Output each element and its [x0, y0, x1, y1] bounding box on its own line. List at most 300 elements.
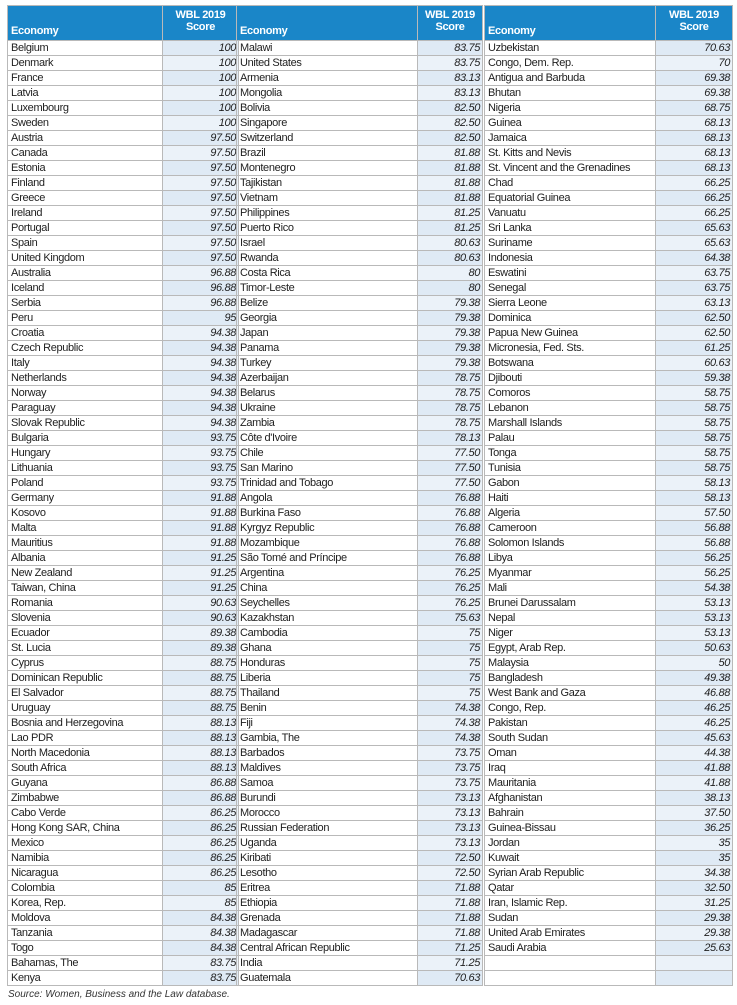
economy-cell: India [237, 956, 418, 971]
table-row [485, 701, 733, 716]
score-cell: 58.75 [656, 461, 733, 476]
score-cell: 91.25 [163, 566, 239, 581]
score-cell: 79.38 [418, 296, 483, 311]
table-row [485, 746, 733, 761]
table-row [485, 761, 733, 776]
table-row [237, 251, 483, 266]
economy-cell: United Kingdom [8, 251, 163, 266]
table-row [485, 386, 733, 401]
score-cell: 96.88 [163, 266, 239, 281]
score-cell: 71.88 [418, 896, 483, 911]
table-row [485, 821, 733, 836]
economy-cell: Togo [8, 941, 163, 956]
economy-cell: Grenada [237, 911, 418, 926]
score-cell: 82.50 [418, 116, 483, 131]
table-row [8, 101, 239, 116]
score-cell: 86.25 [163, 851, 239, 866]
table-row [8, 296, 239, 311]
score-cell: 81.88 [418, 191, 483, 206]
score-cell: 58.13 [656, 491, 733, 506]
economy-cell: Kuwait [485, 851, 656, 866]
score-cell: 83.13 [418, 71, 483, 86]
score-cell: 62.50 [656, 326, 733, 341]
score-cell: 76.25 [418, 596, 483, 611]
score-cell: 97.50 [163, 251, 239, 266]
economy-cell: Marshall Islands [485, 416, 656, 431]
table-row [485, 356, 733, 371]
table-row [8, 221, 239, 236]
economy-cell: Benin [237, 701, 418, 716]
economy-cell: Azerbaijan [237, 371, 418, 386]
economy-cell: Morocco [237, 806, 418, 821]
table-row [485, 116, 733, 131]
economy-cell: Ecuador [8, 626, 163, 641]
economy-cell: Eswatini [485, 266, 656, 281]
economy-cell: St. Lucia [8, 641, 163, 656]
economy-cell: Brunei Darussalam [485, 596, 656, 611]
economy-cell: Tajikistan [237, 176, 418, 191]
score-cell: 70 [656, 56, 733, 71]
economy-cell: North Macedonia [8, 746, 163, 761]
table-row [8, 341, 239, 356]
score-cell: 85 [163, 896, 239, 911]
economy-cell: Chad [485, 176, 656, 191]
table-row [237, 551, 483, 566]
economy-cell: Rwanda [237, 251, 418, 266]
score-header-line1: WBL 2019 [669, 9, 719, 21]
score-cell: 71.88 [418, 926, 483, 941]
economy-cell: Guinea-Bissau [485, 821, 656, 836]
table-row [237, 836, 483, 851]
score-cell: 75 [418, 671, 483, 686]
table-row [8, 956, 239, 971]
table-row-empty [485, 956, 733, 971]
table-row [8, 551, 239, 566]
score-cell: 74.38 [418, 716, 483, 731]
table-row [8, 566, 239, 581]
score-cell: 100 [163, 116, 239, 131]
table-row [237, 461, 483, 476]
economy-cell: Uzbekistan [485, 41, 656, 56]
score-cell: 46.88 [656, 686, 733, 701]
score-cell: 89.38 [163, 626, 239, 641]
score-cell: 89.38 [163, 641, 239, 656]
score-cell: 62.50 [656, 311, 733, 326]
score-cell: 61.25 [656, 341, 733, 356]
economy-cell: Norway [8, 386, 163, 401]
economy-cell: Afghanistan [485, 791, 656, 806]
score-cell: 66.25 [656, 206, 733, 221]
economy-column-header: Economy [485, 6, 656, 41]
score-cell: 78.75 [418, 401, 483, 416]
table-row [8, 266, 239, 281]
table-row [485, 671, 733, 686]
table-row [485, 566, 733, 581]
score-cell: 63.75 [656, 266, 733, 281]
score-cell: 58.75 [656, 431, 733, 446]
economy-cell: Namibia [8, 851, 163, 866]
economy-cell: France [8, 71, 163, 86]
economy-cell: Poland [8, 476, 163, 491]
economy-cell: Tanzania [8, 926, 163, 941]
economy-cell: Congo, Rep. [485, 701, 656, 716]
score-cell: 90.63 [163, 596, 239, 611]
economy-cell: Bangladesh [485, 671, 656, 686]
economy-cell: Bosnia and Herzegovina [8, 716, 163, 731]
score-cell: 84.38 [163, 911, 239, 926]
table-row [485, 581, 733, 596]
score-cell: 31.25 [656, 896, 733, 911]
economy-cell: Belarus [237, 386, 418, 401]
score-cell: 83.75 [418, 56, 483, 71]
table-row [485, 491, 733, 506]
score-cell: 76.88 [418, 506, 483, 521]
economy-cell: Armenia [237, 71, 418, 86]
economy-cell: Myanmar [485, 566, 656, 581]
score-cell: 70.63 [656, 41, 733, 56]
table-row [237, 296, 483, 311]
table-row [237, 311, 483, 326]
score-column-header [656, 6, 733, 41]
score-column-header [418, 6, 483, 41]
score-cell: 32.50 [656, 881, 733, 896]
score-cell: 83.75 [163, 971, 239, 986]
score-cell: 82.50 [418, 101, 483, 116]
score-cell: 88.13 [163, 746, 239, 761]
table-row [237, 341, 483, 356]
score-table-column-2 [236, 5, 483, 986]
economy-cell: Romania [8, 596, 163, 611]
economy-cell: Liberia [237, 671, 418, 686]
economy-cell: Cabo Verde [8, 806, 163, 821]
table-row [8, 911, 239, 926]
score-cell: 94.38 [163, 326, 239, 341]
table-row [8, 461, 239, 476]
table-row [237, 596, 483, 611]
score-header-line2: Score [679, 21, 709, 33]
table-row [485, 71, 733, 86]
economy-cell: Peru [8, 311, 163, 326]
score-cell: 73.13 [418, 791, 483, 806]
score-cell: 77.50 [418, 461, 483, 476]
table-row [8, 56, 239, 71]
economy-cell: Burundi [237, 791, 418, 806]
table-row [485, 521, 733, 536]
score-cell: 95 [163, 311, 239, 326]
score-cell: 69.38 [656, 71, 733, 86]
table-row [485, 446, 733, 461]
table-row [8, 791, 239, 806]
score-cell: 68.75 [656, 101, 733, 116]
score-cell: 77.50 [418, 476, 483, 491]
economy-cell: St. Vincent and the Grenadines [485, 161, 656, 176]
economy-cell: Niger [485, 626, 656, 641]
table-row [237, 386, 483, 401]
table-row [485, 296, 733, 311]
economy-cell: Trinidad and Tobago [237, 476, 418, 491]
table-row [237, 431, 483, 446]
economy-cell: Malaysia [485, 656, 656, 671]
score-cell: 71.25 [418, 956, 483, 971]
economy-cell: Netherlands [8, 371, 163, 386]
score-header-line2: Score [435, 21, 465, 33]
score-cell: 71.88 [418, 911, 483, 926]
economy-cell: Bolivia [237, 101, 418, 116]
economy-cell: Nepal [485, 611, 656, 626]
economy-cell: Georgia [237, 311, 418, 326]
score-cell: 34.38 [656, 866, 733, 881]
score-cell: 94.38 [163, 416, 239, 431]
table-row [485, 791, 733, 806]
table-row [237, 116, 483, 131]
table-row [485, 341, 733, 356]
economy-cell: Sri Lanka [485, 221, 656, 236]
score-cell: 81.25 [418, 221, 483, 236]
score-cell: 56.88 [656, 536, 733, 551]
score-cell: 91.25 [163, 581, 239, 596]
score-cell: 76.88 [418, 536, 483, 551]
economy-cell: Cameroon [485, 521, 656, 536]
score-cell: 97.50 [163, 131, 239, 146]
economy-cell: Côte d'Ivoire [237, 431, 418, 446]
table-row [485, 191, 733, 206]
table-row [485, 686, 733, 701]
table-row [8, 896, 239, 911]
table-row [8, 146, 239, 161]
economy-cell: Papua New Guinea [485, 326, 656, 341]
table-row [237, 176, 483, 191]
table-row [237, 506, 483, 521]
score-cell: 29.38 [656, 911, 733, 926]
score-cell: 80 [418, 266, 483, 281]
economy-cell: Egypt, Arab Rep. [485, 641, 656, 656]
table-row [8, 416, 239, 431]
score-cell: 63.13 [656, 296, 733, 311]
score-cell: 83.13 [418, 86, 483, 101]
table-row [485, 551, 733, 566]
score-cell: 63.75 [656, 281, 733, 296]
table-header-row [237, 6, 483, 41]
economy-cell: Oman [485, 746, 656, 761]
table-row [8, 281, 239, 296]
economy-cell: Serbia [8, 296, 163, 311]
table-row [237, 671, 483, 686]
table-row [237, 851, 483, 866]
table-row [237, 866, 483, 881]
table-row [8, 971, 239, 986]
economy-cell: Kenya [8, 971, 163, 986]
score-cell: 73.75 [418, 761, 483, 776]
table-row [237, 806, 483, 821]
economy-cell: Belize [237, 296, 418, 311]
economy-cell: Lithuania [8, 461, 163, 476]
economy-cell: Honduras [237, 656, 418, 671]
score-cell: 81.88 [418, 146, 483, 161]
economy-cell: Angola [237, 491, 418, 506]
table-row [237, 611, 483, 626]
table-row [485, 371, 733, 386]
economy-cell: Uganda [237, 836, 418, 851]
economy-cell: Bahamas, The [8, 956, 163, 971]
table-row [8, 626, 239, 641]
table-row [485, 536, 733, 551]
table-row [485, 866, 733, 881]
table-row [485, 311, 733, 326]
table-row [485, 281, 733, 296]
table-row [8, 131, 239, 146]
score-cell: 58.75 [656, 446, 733, 461]
table-row [237, 776, 483, 791]
score-cell: 70.63 [418, 971, 483, 986]
table-row [485, 131, 733, 146]
score-cell: 68.13 [656, 116, 733, 131]
economy-cell: Ireland [8, 206, 163, 221]
score-cell: 85 [163, 881, 239, 896]
table-row [237, 926, 483, 941]
table-body [8, 41, 239, 986]
score-cell: 25.63 [656, 941, 733, 956]
table-row [237, 56, 483, 71]
table-row [237, 86, 483, 101]
economy-cell: El Salvador [8, 686, 163, 701]
economy-cell: Paraguay [8, 401, 163, 416]
table-row [485, 461, 733, 476]
score-cell: 49.38 [656, 671, 733, 686]
score-cell: 36.25 [656, 821, 733, 836]
table-row [237, 446, 483, 461]
score-cell: 69.38 [656, 86, 733, 101]
economy-cell: Jamaica [485, 131, 656, 146]
score-cell: 88.75 [163, 656, 239, 671]
economy-cell: South Africa [8, 761, 163, 776]
score-cell: 54.38 [656, 581, 733, 596]
table-row [485, 776, 733, 791]
score-cell: 97.50 [163, 236, 239, 251]
table-row [485, 56, 733, 71]
score-cell: 29.38 [656, 926, 733, 941]
table-row [8, 161, 239, 176]
table-row [8, 866, 239, 881]
economy-cell: Sudan [485, 911, 656, 926]
economy-cell: Guyana [8, 776, 163, 791]
table-row [8, 86, 239, 101]
economy-cell: China [237, 581, 418, 596]
table-row [8, 476, 239, 491]
economy-cell: Zambia [237, 416, 418, 431]
table-row [8, 641, 239, 656]
economy-cell: Bhutan [485, 86, 656, 101]
economy-cell: Hong Kong SAR, China [8, 821, 163, 836]
score-cell: 58.75 [656, 386, 733, 401]
table-row [8, 356, 239, 371]
economy-cell: Israel [237, 236, 418, 251]
score-cell: 77.50 [418, 446, 483, 461]
economy-cell: Nicaragua [8, 866, 163, 881]
economy-cell: Kiribati [237, 851, 418, 866]
economy-cell: Taiwan, China [8, 581, 163, 596]
score-cell: 72.50 [418, 866, 483, 881]
score-cell: 91.88 [163, 521, 239, 536]
score-cell: 93.75 [163, 431, 239, 446]
table-row-empty [485, 971, 733, 986]
economy-cell: Singapore [237, 116, 418, 131]
score-cell: 83.75 [163, 956, 239, 971]
table-row [8, 236, 239, 251]
table-row [237, 41, 483, 56]
score-cell: 94.38 [163, 386, 239, 401]
table-row [237, 416, 483, 431]
score-table-column-3 [484, 5, 733, 986]
table-row [237, 941, 483, 956]
score-cell: 91.88 [163, 491, 239, 506]
economy-cell: Antigua and Barbuda [485, 71, 656, 86]
table-row [237, 101, 483, 116]
score-cell: 38.13 [656, 791, 733, 806]
economy-cell: Malawi [237, 41, 418, 56]
score-cell: 88.75 [163, 701, 239, 716]
score-cell: 79.38 [418, 311, 483, 326]
table-row [485, 41, 733, 56]
economy-cell: Sweden [8, 116, 163, 131]
score-cell: 94.38 [163, 356, 239, 371]
economy-cell [485, 971, 656, 986]
score-cell: 78.75 [418, 416, 483, 431]
score-cell: 100 [163, 86, 239, 101]
table-row [237, 521, 483, 536]
economy-cell [485, 956, 656, 971]
economy-cell: Estonia [8, 161, 163, 176]
table-row [485, 101, 733, 116]
economy-cell: Gambia, The [237, 731, 418, 746]
economy-cell: Jordan [485, 836, 656, 851]
table-row [237, 911, 483, 926]
score-cell: 75 [418, 641, 483, 656]
economy-cell: Burkina Faso [237, 506, 418, 521]
economy-cell: United Arab Emirates [485, 926, 656, 941]
table-row [8, 821, 239, 836]
score-cell: 37.50 [656, 806, 733, 821]
economy-cell: São Tomé and Príncipe [237, 551, 418, 566]
economy-cell: Dominican Republic [8, 671, 163, 686]
score-cell: 93.75 [163, 446, 239, 461]
score-cell: 76.88 [418, 521, 483, 536]
table-row [8, 611, 239, 626]
table-row [8, 836, 239, 851]
economy-cell: Kyrgyz Republic [237, 521, 418, 536]
table-row [237, 956, 483, 971]
score-cell: 75 [418, 686, 483, 701]
score-cell: 78.13 [418, 431, 483, 446]
economy-cell: Vanuatu [485, 206, 656, 221]
table-row [8, 71, 239, 86]
economy-cell: Iran, Islamic Rep. [485, 896, 656, 911]
table-row [8, 506, 239, 521]
table-row [485, 401, 733, 416]
economy-cell: Djibouti [485, 371, 656, 386]
table-row [237, 821, 483, 836]
score-cell: 73.13 [418, 806, 483, 821]
table-row [237, 371, 483, 386]
table-row [237, 581, 483, 596]
table-row [8, 581, 239, 596]
score-cell: 88.75 [163, 686, 239, 701]
table-row [8, 926, 239, 941]
table-row [237, 356, 483, 371]
score-cell: 73.75 [418, 776, 483, 791]
score-cell: 64.38 [656, 251, 733, 266]
economy-cell: Mali [485, 581, 656, 596]
score-cell: 96.88 [163, 281, 239, 296]
